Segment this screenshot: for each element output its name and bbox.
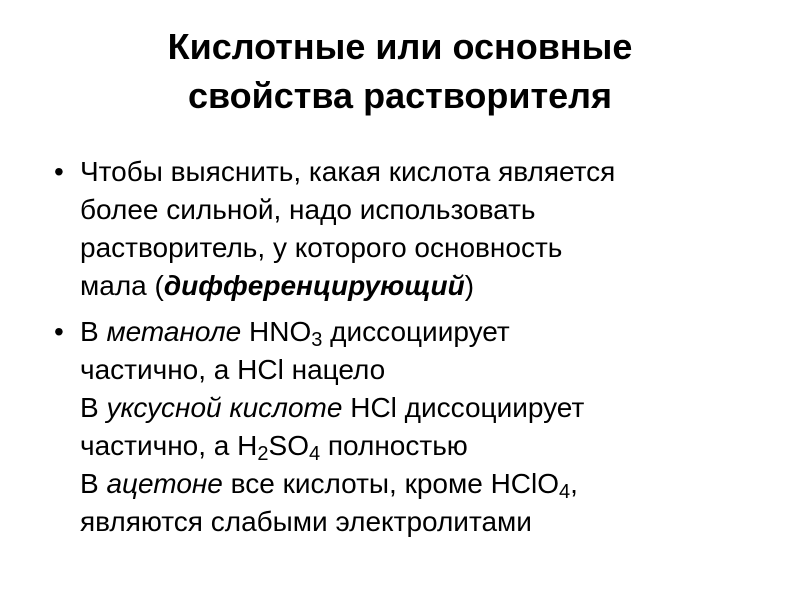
- formula-subscript: 2: [257, 443, 269, 465]
- text-fragment: все кислоты, кроме HClO: [222, 468, 560, 499]
- bullet-1-line-4: [80, 267, 752, 305]
- text-fragment: ): [464, 270, 475, 301]
- solvent-acetone: ацетоне: [106, 468, 223, 499]
- text-fragment: частично, а H: [80, 430, 258, 461]
- text-fragment: диссоциирует: [322, 316, 510, 347]
- title-line-1: Кислотные или основные: [167, 26, 633, 67]
- bullet-2-line-3: [80, 389, 752, 427]
- bullet-1-line-3: растворитель, у которого основность: [80, 232, 563, 263]
- bullet-2-line-6: являются слабыми электролитами: [80, 506, 532, 537]
- solvent-methanol: метаноле: [106, 316, 242, 347]
- bullet-item-1: [52, 153, 752, 305]
- slide-title: [0, 22, 800, 120]
- bullet-2-line-1: [80, 313, 752, 351]
- differentiating-term: дифференцирующий: [163, 270, 465, 301]
- text-fragment: В: [80, 468, 107, 499]
- formula-subscript: 4: [559, 481, 571, 503]
- bullet-marker: •: [54, 316, 64, 347]
- bullet-list: [52, 153, 752, 549]
- bullet-marker: •: [54, 156, 64, 187]
- formula-subscript: 4: [308, 443, 321, 465]
- text-fragment: полностью: [320, 430, 468, 461]
- bullet-2-line-4: [80, 427, 752, 465]
- formula-hno3: [249, 316, 323, 351]
- bullet-2-line-2: частично, а HCl нацело: [80, 354, 386, 385]
- bullet-2-line-5: [80, 465, 752, 503]
- text-fragment: SO: [268, 430, 309, 461]
- text-fragment: ,: [570, 468, 578, 499]
- bullet-item-2: [52, 313, 752, 541]
- text-fragment: В: [80, 392, 107, 423]
- formula-subscript: 3: [311, 329, 323, 351]
- text-fragment: HCl диссоциирует: [342, 392, 585, 423]
- formula-text: HNO: [249, 316, 312, 347]
- text-fragment: В: [80, 316, 107, 347]
- bullet-1-line-2: более сильной, надо использовать: [80, 194, 536, 225]
- text-fragment: [241, 316, 249, 347]
- bullet-1-line-1: Чтобы выяснить, какая кислота является: [80, 156, 616, 187]
- text-fragment: мала (: [80, 270, 164, 301]
- solvent-acetic-acid: уксусной кислоте: [106, 392, 343, 423]
- title-line-2: свойства растворителя: [187, 75, 613, 116]
